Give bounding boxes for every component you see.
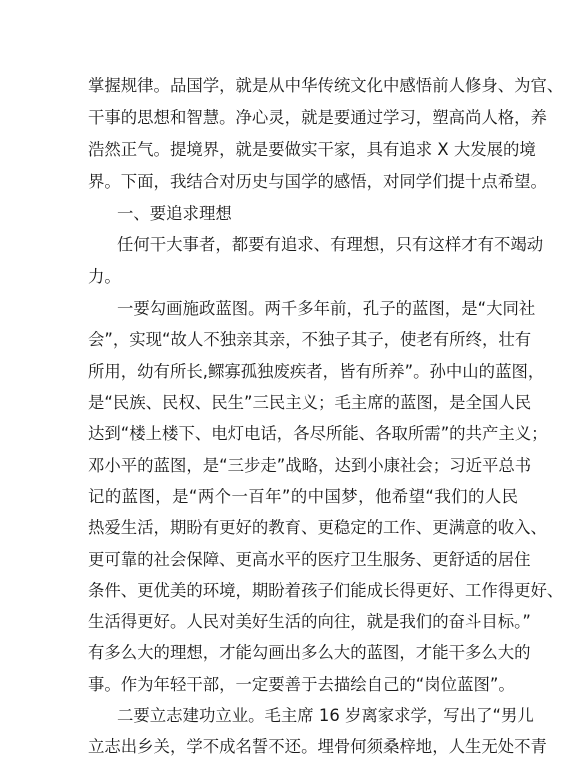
text-line: 条件、更优美的环境，期盼着孩子们能成长得更好、工作得更好、 xyxy=(88,581,564,600)
text-line: 事。作为年轻干部，一定要善于去描绘自己的“岗位蓝图”。 xyxy=(88,675,515,694)
text-line: 所用，幼有所长,鳏寡孤独废疾者，皆有所养”。孙中山的蓝图， xyxy=(88,362,545,381)
text-line: 热爱生活，期盼有更好的教育、更稳定的工作、更满意的收入、 xyxy=(88,518,547,537)
text-line: 邓小平的蓝图，是“三步走”战略，达到小康社会；习近平总书 xyxy=(88,456,532,475)
text-line: 掌握规律。品国学，就是从中华传统文化中感悟前人修身、为官、 xyxy=(88,76,564,95)
text-line: 浩然正气。提境界，就是要做实干家，具有追求 X 大发展的境 xyxy=(88,140,536,159)
text-line: 干事的思想和智慧。净心灵，就是要通过学习，塑高尚人格，养 xyxy=(88,108,547,127)
text-line: 记的蓝图，是“两个一百年”的中国梦，他希望“我们的人民 xyxy=(88,487,518,506)
paragraph-start-line: 二要立志建功立业。毛主席 16 岁离家求学，写出了“男儿 xyxy=(117,706,534,725)
text-line: 立志出乡关，学不成名誓不还。埋骨何须桑梓地，人生无处不青 xyxy=(88,737,547,756)
paragraph-start-line: 一要勾画施政蓝图。两千多年前，孔子的蓝图，是“大同社 xyxy=(117,299,536,318)
text-line: 是“民族、民权、民生”三民主义；毛主席的蓝图，是全国人民 xyxy=(88,393,532,412)
text-line: 界。下面，我结合对历史与国学的感悟，对同学们提十点希望。 xyxy=(88,172,547,191)
text-line: 更可靠的社会保障、更高水平的医疗卫生服务、更舒适的居住 xyxy=(88,550,531,569)
text-line: 达到“楼上楼下、电灯电话，各尽所能、各取所需”的共产主义； xyxy=(88,424,548,443)
text-line: 会”，实现“故人不独亲其亲，不独子其子，使老有所终，壮有 xyxy=(88,330,532,349)
text-line: 力。 xyxy=(88,267,121,286)
text-line: 有多么大的理想，才能勾画出多么大的蓝图，才能干多么大的 xyxy=(88,643,531,662)
text-line: 生活得更好。人民对美好生活的向往，就是我们的奋斗目标。” xyxy=(88,612,531,631)
paragraph-start-line: 任何干大事者，都要有追求、有理想，只有这样才有不竭动 xyxy=(117,235,544,254)
section-heading: 一、要追求理想 xyxy=(117,204,232,223)
